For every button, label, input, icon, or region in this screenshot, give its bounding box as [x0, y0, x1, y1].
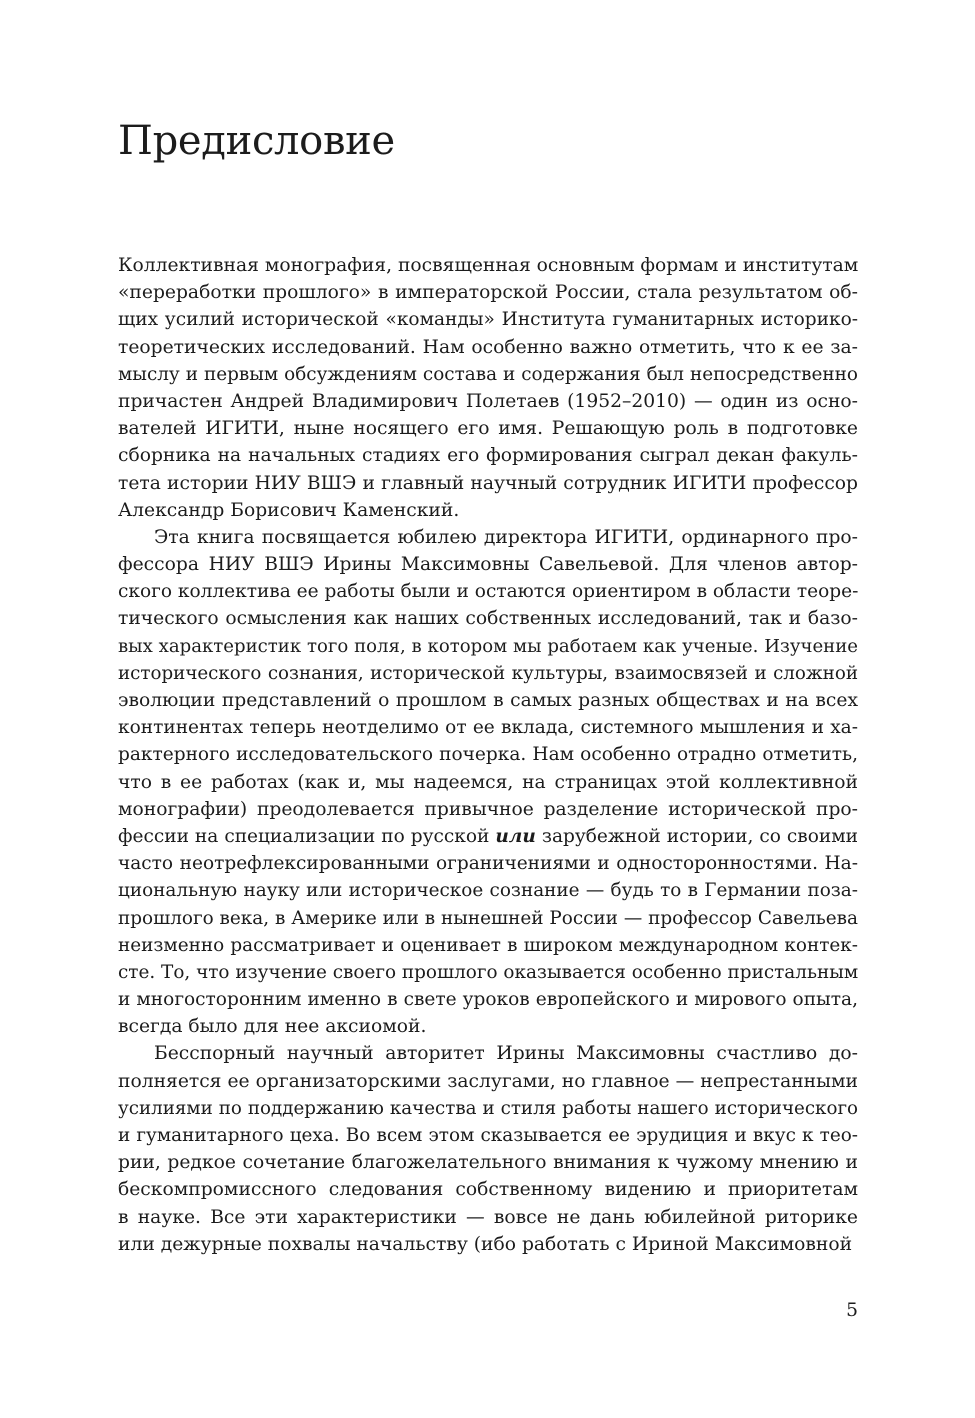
- text-line: тета истории НИУ ВШЭ и главный научный сотрудник ИГИТИ профессор: [118, 472, 858, 494]
- text-line: всегда было для нее аксиомой.: [118, 1016, 427, 1038]
- text-line: и гуманитарного цеха. Во всем этом сказывается ее эрудиция и вкус к тео-: [118, 1125, 858, 1146]
- text-line: что в ее работах (как и, мы надеемся, на страницах этой коллективной: [118, 771, 858, 793]
- text-line: исторического сознания, исторической культуры, взаимосвязей и сложной: [118, 662, 858, 684]
- text-run: зарубежной истории, со своими: [535, 825, 858, 847]
- text-line: или дежурные похвалы начальству (ибо работать с Ириной Максимовной: [118, 1233, 853, 1255]
- text-line: [118, 823, 858, 850]
- text-line: причастен Андрей Владимирович Полетаев (1952–2010) — один из осно-: [118, 390, 858, 412]
- text-line: сборника на начальных стадиях его формирования сыграл декан факуль-: [118, 445, 858, 467]
- text-line: Бесспорный научный авторитет Ирины Максимовны счастливо до-: [154, 1043, 858, 1065]
- text-line: ского коллектива ее работы были и остаются ориентиром в области теоре-: [118, 581, 859, 603]
- text-line: вых характеристик того поля, в котором мы работаем как ученые. Изучение: [118, 635, 858, 657]
- text-line: в науке. Все эти характеристики — вовсе не дань юбилейной риторике: [118, 1206, 858, 1228]
- text-line: фессора НИУ ВШЭ Ирины Максимовны Савельевой. Для членов автор-: [118, 554, 858, 576]
- body-text: [118, 252, 858, 1258]
- text-line: монографии) преодолевается привычное разделение исторической про-: [118, 798, 858, 820]
- text-line: щих усилий исторической «команды» Института гуманитарных историко-: [118, 309, 858, 331]
- emphasis-word: или: [495, 825, 536, 847]
- text-line: бескомпромиссного следования собственному видению и приоритетам: [118, 1179, 858, 1201]
- text-line: Коллективная монография, посвященная основным формам и институтам: [118, 255, 859, 276]
- text-line: рактерного исследовательского почерка. Нам особенно отрадно отметить,: [118, 744, 858, 766]
- text-line: теоретических исследований. Нам особенно важно отметить, что к ее за-: [118, 336, 858, 358]
- paragraph: [118, 524, 858, 1041]
- text-line: прошлого века, в Америке или в нынешней России — профессор Савельева: [118, 907, 858, 929]
- text-line: циональную науку или историческое сознание — будь то в Германии поза-: [118, 880, 858, 902]
- text-line: эволюции представлений о прошлом в самых разных обществах и на всех: [118, 690, 858, 711]
- text-line: часто неотрефлексированными ограничениями и односторонностями. На-: [118, 853, 858, 875]
- page-number: 5: [846, 1300, 858, 1321]
- text-line: тического осмысления как наших собственных исследований, так и базо-: [118, 608, 858, 630]
- text-line: сте. То, что изучение своего прошлого оказывается особенно пристальным: [118, 961, 859, 983]
- text-line: вателей ИГИТИ, ныне носящего его имя. Решающую роль в подготовке: [118, 418, 858, 440]
- text-line: мыслу и первым обсуждениям состава и содержания был непосредственно: [118, 363, 858, 385]
- text-line: Александр Борисович Каменский.: [118, 499, 460, 521]
- text-line: Эта книга посвящается юбилею директора ИГИТИ, ординарного про-: [154, 526, 858, 548]
- text-line: и многосторонним именно в свете уроков европейского и мирового опыта,: [118, 989, 858, 1011]
- text-line: полняется ее организаторскими заслугами, но главное — непрестанными: [118, 1070, 858, 1092]
- paragraph: [118, 252, 858, 524]
- paragraph: [118, 1040, 858, 1258]
- text-line: усилиями по поддержанию качества и стиля работы нашего исторического: [118, 1097, 858, 1119]
- text-line: «переработки прошлого» в императорской России, стала результатом об-: [118, 282, 858, 304]
- text-line: континентах теперь неотделимо от ее вклада, системного мышления и ха-: [118, 717, 858, 739]
- text-line: рии, редкое сочетание благожелательного внимания к чужому мнению и: [118, 1152, 858, 1174]
- page-title: Предисловие: [118, 118, 395, 164]
- text-line: неизменно рассматривает и оценивает в широком международном контек-: [118, 934, 858, 956]
- text-run: фессии на специализации по русской: [118, 825, 496, 847]
